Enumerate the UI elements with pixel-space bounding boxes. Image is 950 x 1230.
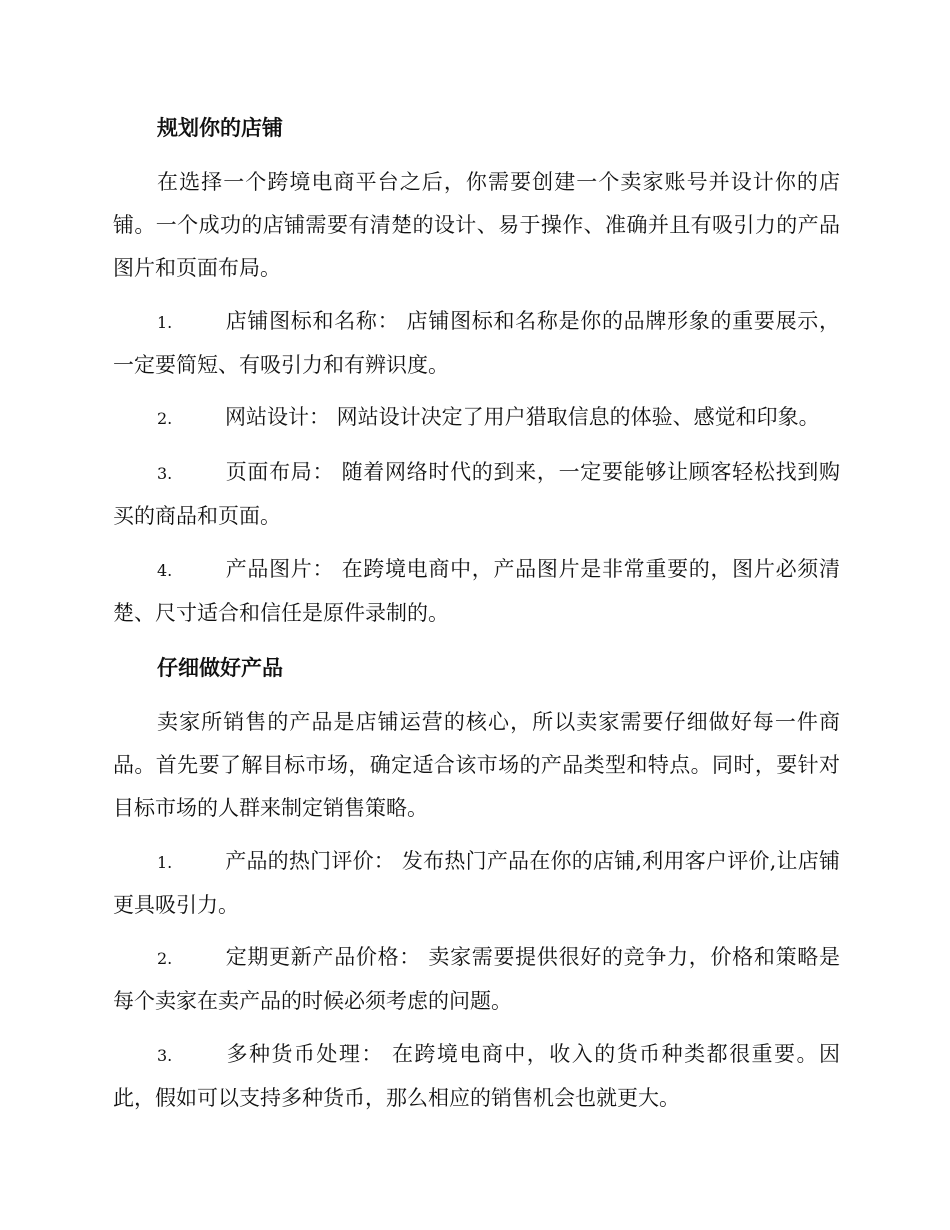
section-heading-plan-store: 规划你的店铺 xyxy=(157,115,283,140)
list-item-number: 3. xyxy=(157,464,173,483)
list-item-number: 2. xyxy=(157,409,173,428)
list-item-number: 1. xyxy=(157,313,173,332)
list-item xyxy=(113,396,840,440)
section-intro-products: 卖家所销售的产品是店铺运营的核心，所以卖家需要仔细做好每一件商品。首先要了解目标市场，确定适合该市场的产品类型和特点。同时，要针对目标市场的人群来制定销售策略。 xyxy=(113,710,840,820)
list-item-text: 页面布局： 随着网络时代的到来，一定要能够让顾客轻松找到购买的商品和页面。 xyxy=(113,460,840,528)
section-heading-products: 仔细做好产品 xyxy=(157,655,283,680)
list-item xyxy=(113,936,840,1023)
list-item-text: 产品的热门评价： 发布热门产品在你的店铺,利用客户评价,让店铺更具吸引力。 xyxy=(113,849,840,917)
list-item-text: 定期更新产品价格： 卖家需要提供很好的竞争力，价格和策略是每个卖家在卖产品的时候必须考虑的问题。 xyxy=(113,945,840,1013)
list-item xyxy=(113,840,840,927)
list-item-number: 1. xyxy=(157,853,173,872)
list-item-text: 产品图片： 在跨境电商中，产品图片是非常重要的，图片必须清楚、尺寸适合和信任是原件录制的。 xyxy=(113,557,840,625)
list-item-number: 2. xyxy=(157,949,173,968)
list-item xyxy=(113,548,840,635)
list-item xyxy=(113,300,840,387)
list-item xyxy=(113,451,840,538)
list-item-number: 4. xyxy=(157,561,173,580)
list-item-text: 店铺图标和名称： 店铺图标和名称是你的品牌形象的重要展示，一定要简短、有吸引力和有辨识度。 xyxy=(113,309,840,377)
list-item xyxy=(113,1033,840,1120)
list-item-text: 网站设计： 网站设计决定了用户猎取信息的体验、感觉和印象。 xyxy=(225,405,820,429)
list-item-text: 多种货币处理： 在跨境电商中，收入的货币种类都很重要。因此，假如可以支持多种货币，那么相应的销售机会也就更大。 xyxy=(113,1042,840,1110)
list-item-number: 3. xyxy=(157,1046,173,1065)
section-intro-plan-store: 在选择一个跨境电商平台之后，你需要创建一个卖家账号并设计你的店铺。一个成功的店铺需要有清楚的设计、易于操作、准确并且有吸引力的产品图片和页面布局。 xyxy=(113,170,840,280)
